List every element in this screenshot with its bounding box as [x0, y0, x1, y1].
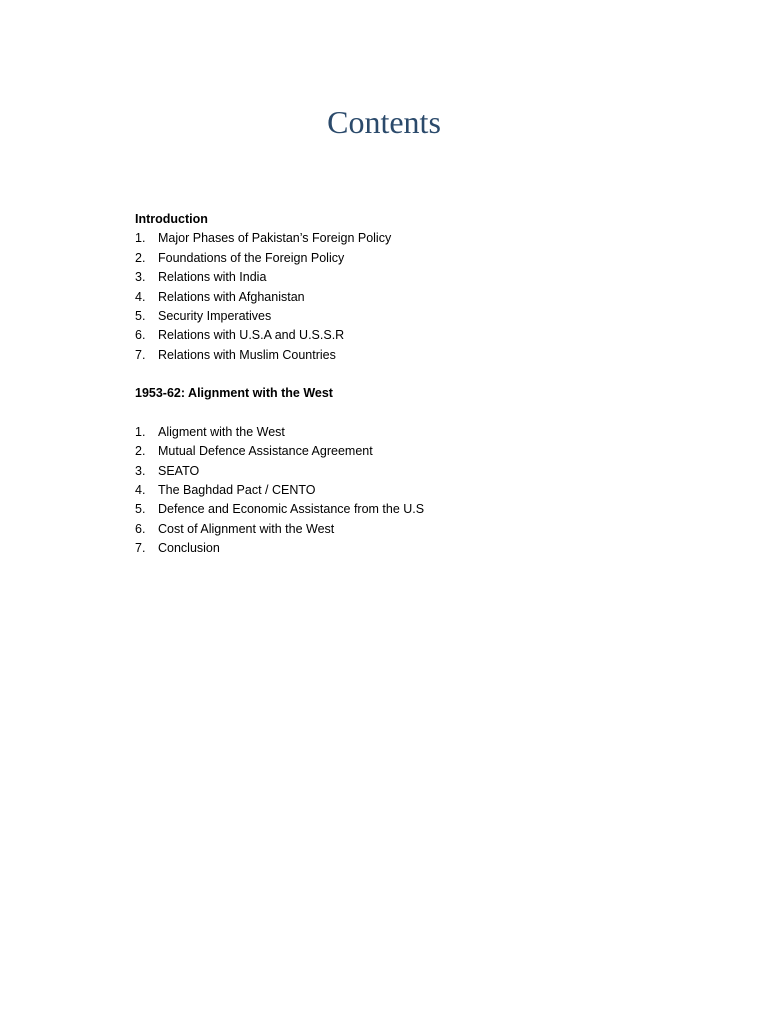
toc-list [135, 229, 695, 365]
toc-item-text: Relations with India [158, 270, 267, 285]
toc-item [135, 442, 695, 461]
toc-item-number: 3. [135, 463, 146, 478]
toc-item-text: SEATO [158, 463, 200, 478]
toc-item [135, 288, 695, 307]
toc-item [135, 500, 695, 519]
toc-item-text: The Baghdad Pact / CENTO [158, 482, 316, 497]
toc-item-text: Security Imperatives [158, 308, 272, 323]
toc-item-text: Relations with Muslim Countries [158, 347, 336, 362]
toc-item [135, 539, 695, 558]
toc-item [135, 423, 695, 442]
section-heading: Introduction [135, 212, 208, 226]
toc-item-text: Defence and Economic Assistance from the U.S [158, 502, 425, 517]
toc-item [135, 481, 695, 500]
toc-item [135, 229, 695, 248]
toc-item-number: 7. [135, 347, 146, 362]
toc-item [135, 462, 695, 481]
toc-item-number: 6. [135, 521, 146, 536]
toc-item-number: 2. [135, 250, 146, 265]
toc-item-text: Conclusion [158, 541, 220, 556]
toc-section-alignment-with-the-west [135, 384, 695, 559]
toc-item-text: Foundations of the Foreign Policy [158, 250, 345, 265]
toc-item-text: Relations with U.S.A and U.S.S.R [158, 328, 345, 343]
toc-item [135, 249, 695, 268]
toc-item-text: Cost of Alignment with the West [158, 521, 335, 536]
toc-list [135, 423, 695, 559]
toc-item-number: 1. [135, 424, 146, 439]
toc-item-number: 7. [135, 541, 146, 556]
toc-item-number: 2. [135, 444, 146, 459]
toc-item [135, 346, 695, 365]
toc-item-text: Mutual Defence Assistance Agreement [158, 444, 373, 459]
toc-item-number: 4. [135, 289, 146, 304]
toc-section-introduction [135, 210, 695, 365]
toc-item-text: Relations with Afghanistan [158, 289, 305, 304]
section-heading: 1953-62: Alignment with the West [135, 386, 333, 400]
toc-item-number: 1. [135, 231, 146, 246]
toc-item [135, 520, 695, 539]
toc-item-number: 5. [135, 502, 146, 517]
toc-item [135, 326, 695, 345]
toc-item-number: 5. [135, 308, 146, 323]
toc-item-number: 3. [135, 270, 146, 285]
toc-item [135, 307, 695, 326]
toc-item-text: Aligment with the West [158, 424, 285, 439]
toc-item-number: 4. [135, 482, 146, 497]
toc-item [135, 268, 695, 287]
page-title: Contents [327, 104, 441, 140]
toc-item-text: Major Phases of Pakistan’s Foreign Policy [158, 231, 392, 246]
toc-item-number: 6. [135, 328, 146, 343]
